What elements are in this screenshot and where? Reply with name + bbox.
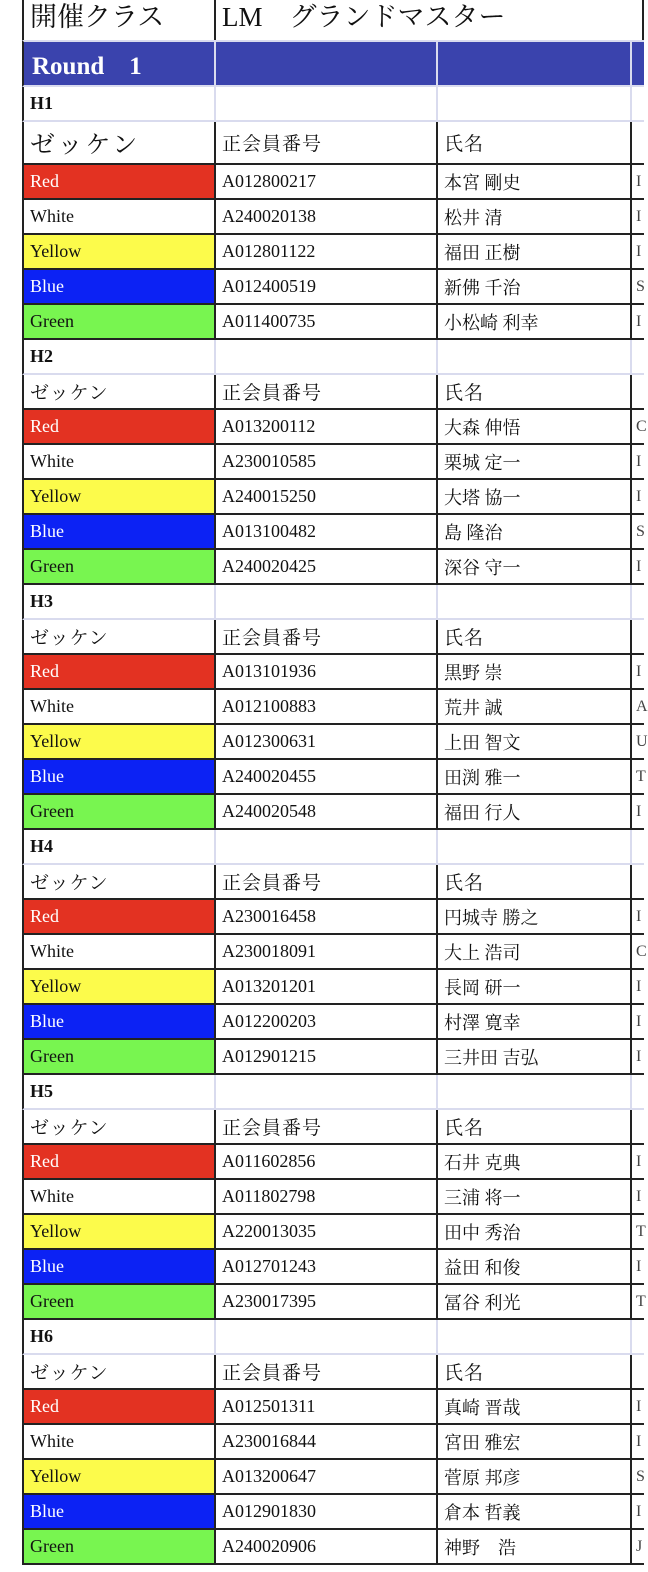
member-number: A011802798 (216, 1180, 438, 1215)
athlete-name: 冨谷 利光 (438, 1285, 632, 1320)
entry-row (0, 1495, 644, 1530)
athlete-name: 福田 正樹 (438, 235, 632, 270)
bib-color-cell: Blue (22, 1005, 216, 1040)
column-header-blank (632, 122, 644, 165)
heat-label: H3 (22, 585, 216, 620)
truncated-cell: A (632, 690, 644, 725)
bib-color-cell: White (22, 200, 216, 235)
athlete-name: 田渕 雅一 (438, 760, 632, 795)
member-number: A240015250 (216, 480, 438, 515)
column-header-row (0, 620, 644, 655)
column-header-blank (632, 1355, 644, 1390)
truncated-cell: T (632, 1285, 644, 1320)
heat-label-blank (438, 585, 632, 620)
bib-color-cell: Blue (22, 1495, 216, 1530)
truncated-cell: J (632, 1530, 644, 1565)
heat-label-blank (438, 830, 632, 865)
truncated-cell: I (632, 1145, 644, 1180)
column-header-name: 氏名 (438, 1355, 632, 1390)
truncated-cell: I (632, 1180, 644, 1215)
truncated-cell: I (632, 1425, 644, 1460)
member-number: A013101936 (216, 655, 438, 690)
member-number: A220013035 (216, 1215, 438, 1250)
heat-label: H5 (22, 1075, 216, 1110)
truncated-cell: I (632, 235, 644, 270)
truncated-cell: T (632, 760, 644, 795)
heat-label-blank (216, 340, 438, 375)
athlete-name: 島 隆治 (438, 515, 632, 550)
truncated-cell: I (632, 305, 644, 340)
heat-label-blank (216, 830, 438, 865)
bib-color-cell: Yellow (22, 725, 216, 760)
athlete-name: 三井田 吉弘 (438, 1040, 632, 1075)
athlete-name: 上田 智文 (438, 725, 632, 760)
heat-label-row (0, 1075, 644, 1110)
athlete-name: 三浦 将一 (438, 1180, 632, 1215)
bib-color-cell: Red (22, 1145, 216, 1180)
bib-color-cell: Green (22, 1530, 216, 1565)
heat-label-blank (438, 1075, 632, 1110)
heats-container (0, 87, 648, 1565)
athlete-name: 菅原 邦彦 (438, 1460, 632, 1495)
athlete-name: 田中 秀治 (438, 1215, 632, 1250)
truncated-cell: I (632, 970, 644, 1005)
heat-label-blank (438, 1320, 632, 1355)
heat-label-blank (632, 340, 644, 375)
heat-label-row (0, 830, 644, 865)
athlete-name: 神野 浩 (438, 1530, 632, 1565)
athlete-name: 大森 伸悟 (438, 410, 632, 445)
member-number: A012400519 (216, 270, 438, 305)
truncated-cell: S (632, 515, 644, 550)
member-number: A012901830 (216, 1495, 438, 1530)
bib-color-cell: Red (22, 410, 216, 445)
bib-color-cell: Blue (22, 270, 216, 305)
entry-row (0, 690, 648, 725)
athlete-name: 福田 行人 (438, 795, 632, 830)
truncated-cell: I (632, 1250, 644, 1285)
member-number: A013201201 (216, 970, 438, 1005)
column-header-row (0, 1110, 644, 1145)
column-header-bib: ゼッケン (22, 375, 216, 410)
column-header-row (0, 375, 644, 410)
entry-row (0, 1005, 644, 1040)
member-number: A012100883 (216, 690, 438, 725)
truncated-cell: S (632, 1460, 644, 1495)
entry-row (0, 550, 644, 585)
heat-label-row (0, 340, 644, 375)
column-header-name: 氏名 (438, 375, 632, 410)
member-number: A230010585 (216, 445, 438, 480)
member-number: A012200203 (216, 1005, 438, 1040)
entry-row (0, 165, 644, 200)
column-header-name: 氏名 (438, 865, 632, 900)
round-bar-cell (632, 40, 644, 87)
column-header-bib: ゼッケン (22, 620, 216, 655)
member-number: A012701243 (216, 1250, 438, 1285)
entry-row (0, 1145, 644, 1180)
entry-row (0, 725, 648, 760)
entry-row (0, 480, 644, 515)
bib-color-cell: Green (22, 1285, 216, 1320)
truncated-cell: S (632, 270, 644, 305)
bib-color-cell: Green (22, 550, 216, 585)
athlete-name: 益田 和俊 (438, 1250, 632, 1285)
athlete-name: 宮田 雅宏 (438, 1425, 632, 1460)
column-header-row (0, 1355, 644, 1390)
member-number: A240020138 (216, 200, 438, 235)
entry-row (0, 935, 647, 970)
athlete-name: 石井 克典 (438, 1145, 632, 1180)
entry-row (0, 235, 644, 270)
column-header-row (0, 865, 644, 900)
entry-row (0, 410, 647, 445)
athlete-name: 大塔 協一 (438, 480, 632, 515)
bib-color-cell: White (22, 935, 216, 970)
heat-label-row (0, 585, 644, 620)
bib-color-cell: Green (22, 305, 216, 340)
heat-label: H6 (22, 1320, 216, 1355)
bib-color-cell: White (22, 690, 216, 725)
member-number: A013200112 (216, 410, 438, 445)
heat-label-blank (438, 87, 632, 122)
member-number: A013100482 (216, 515, 438, 550)
entry-row (0, 655, 644, 690)
athlete-name: 栗城 定一 (438, 445, 632, 480)
class-label: 開催クラス (22, 0, 216, 40)
heat-label-row (0, 1320, 644, 1355)
column-header-bib: ゼッケン (22, 865, 216, 900)
truncated-cell: I (632, 900, 644, 935)
truncated-cell: C (632, 935, 644, 970)
column-header-blank (632, 375, 644, 410)
truncated-cell: I (632, 480, 644, 515)
bib-color-cell: Red (22, 1390, 216, 1425)
bib-color-cell: Blue (22, 1250, 216, 1285)
round-bar-cell (216, 40, 438, 87)
entry-row (0, 1530, 644, 1565)
column-header-member-no: 正会員番号 (216, 865, 438, 900)
member-number: A230016458 (216, 900, 438, 935)
truncated-cell: I (632, 795, 644, 830)
column-header-member-no: 正会員番号 (216, 375, 438, 410)
athlete-name: 倉本 哲義 (438, 1495, 632, 1530)
column-header-member-no: 正会員番号 (216, 1355, 438, 1390)
entry-row (0, 900, 644, 935)
truncated-cell: C (632, 410, 644, 445)
entry-row (0, 970, 644, 1005)
heat-label-blank (216, 87, 438, 122)
athlete-name: 長岡 研一 (438, 970, 632, 1005)
column-header-name: 氏名 (438, 122, 632, 165)
athlete-name: 円城寺 勝之 (438, 900, 632, 935)
round-bar (0, 40, 644, 87)
bib-color-cell: Yellow (22, 480, 216, 515)
heat-label-blank (216, 585, 438, 620)
column-header-bib: ゼッケン (22, 122, 216, 165)
member-number: A012501311 (216, 1390, 438, 1425)
bib-color-cell: White (22, 1180, 216, 1215)
athlete-name: 小松崎 利幸 (438, 305, 632, 340)
truncated-cell: I (632, 165, 644, 200)
truncated-cell: I (632, 445, 644, 480)
heat-label-blank (632, 830, 644, 865)
member-number: A240020548 (216, 795, 438, 830)
truncated-cell: I (632, 1005, 644, 1040)
member-number: A013200647 (216, 1460, 438, 1495)
column-header-name: 氏名 (438, 620, 632, 655)
column-header-member-no: 正会員番号 (216, 122, 438, 165)
heat-label-blank (632, 87, 644, 122)
column-header-row (0, 122, 644, 165)
member-number: A230016844 (216, 1425, 438, 1460)
truncated-cell: I (632, 1390, 644, 1425)
member-number: A012300631 (216, 725, 438, 760)
member-number: A240020425 (216, 550, 438, 585)
entry-row (0, 1215, 644, 1250)
member-number: A012901215 (216, 1040, 438, 1075)
member-number: A240020455 (216, 760, 438, 795)
round-bar-cell (438, 40, 632, 87)
entry-row (0, 760, 644, 795)
athlete-name: 本宮 剛史 (438, 165, 632, 200)
entry-row (0, 200, 644, 235)
member-number: A012800217 (216, 165, 438, 200)
entry-row (0, 1250, 644, 1285)
bib-color-cell: Blue (22, 515, 216, 550)
entry-row (0, 1180, 644, 1215)
column-header-member-no: 正会員番号 (216, 620, 438, 655)
heat-label: H2 (22, 340, 216, 375)
heat-label-blank (632, 1075, 644, 1110)
entry-row (0, 515, 644, 550)
truncated-cell: I (632, 200, 644, 235)
entry-row (0, 1285, 644, 1320)
entry-row (0, 1040, 644, 1075)
athlete-name: 大上 浩司 (438, 935, 632, 970)
column-header-bib: ゼッケン (22, 1355, 216, 1390)
heat-label-row (0, 87, 644, 122)
heat-label-blank (216, 1320, 438, 1355)
column-header-member-no: 正会員番号 (216, 1110, 438, 1145)
bib-color-cell: White (22, 1425, 216, 1460)
entry-row (0, 305, 644, 340)
entry-row (0, 795, 644, 830)
heat-label: H4 (22, 830, 216, 865)
heat-label: H1 (22, 87, 216, 122)
bib-color-cell: Green (22, 1040, 216, 1075)
athlete-name: 真崎 晋哉 (438, 1390, 632, 1425)
truncated-cell: I (632, 655, 644, 690)
member-number: A011602856 (216, 1145, 438, 1180)
bib-color-cell: White (22, 445, 216, 480)
bib-color-cell: Blue (22, 760, 216, 795)
column-header-bib: ゼッケン (22, 1110, 216, 1145)
athlete-name: 黒野 崇 (438, 655, 632, 690)
bib-color-cell: Red (22, 900, 216, 935)
bib-color-cell: Yellow (22, 970, 216, 1005)
athlete-name: 深谷 守一 (438, 550, 632, 585)
member-number: A240020906 (216, 1530, 438, 1565)
truncated-cell: T (632, 1215, 644, 1250)
truncated-cell: I (632, 1495, 644, 1530)
member-number: A012801122 (216, 235, 438, 270)
column-header-name: 氏名 (438, 1110, 632, 1145)
bib-color-cell: Red (22, 655, 216, 690)
heat-label-blank (632, 1320, 644, 1355)
bib-color-cell: Green (22, 795, 216, 830)
column-header-blank (632, 620, 644, 655)
athlete-name: 村澤 寛幸 (438, 1005, 632, 1040)
member-number: A230018091 (216, 935, 438, 970)
column-header-blank (632, 1110, 644, 1145)
heat-label-blank (632, 585, 644, 620)
class-value: LM グランドマスター (216, 0, 644, 40)
member-number: A011400735 (216, 305, 438, 340)
class-header-row (0, 0, 644, 40)
truncated-cell: I (632, 550, 644, 585)
bib-color-cell: Yellow (22, 235, 216, 270)
heat-label-blank (438, 340, 632, 375)
member-number: A230017395 (216, 1285, 438, 1320)
entry-row (0, 270, 644, 305)
entry-row (0, 1425, 644, 1460)
bib-color-cell: Yellow (22, 1215, 216, 1250)
entry-row (0, 445, 644, 480)
truncated-cell: I (632, 1040, 644, 1075)
athlete-name: 荒井 誠 (438, 690, 632, 725)
athlete-name: 松井 清 (438, 200, 632, 235)
entry-row (0, 1460, 644, 1495)
heat-label-blank (216, 1075, 438, 1110)
athlete-name: 新佛 千治 (438, 270, 632, 305)
bib-color-cell: Red (22, 165, 216, 200)
entry-row (0, 1390, 644, 1425)
bib-color-cell: Yellow (22, 1460, 216, 1495)
round-label: Round 1 (22, 40, 216, 87)
column-header-blank (632, 865, 644, 900)
truncated-cell: U (632, 725, 644, 760)
